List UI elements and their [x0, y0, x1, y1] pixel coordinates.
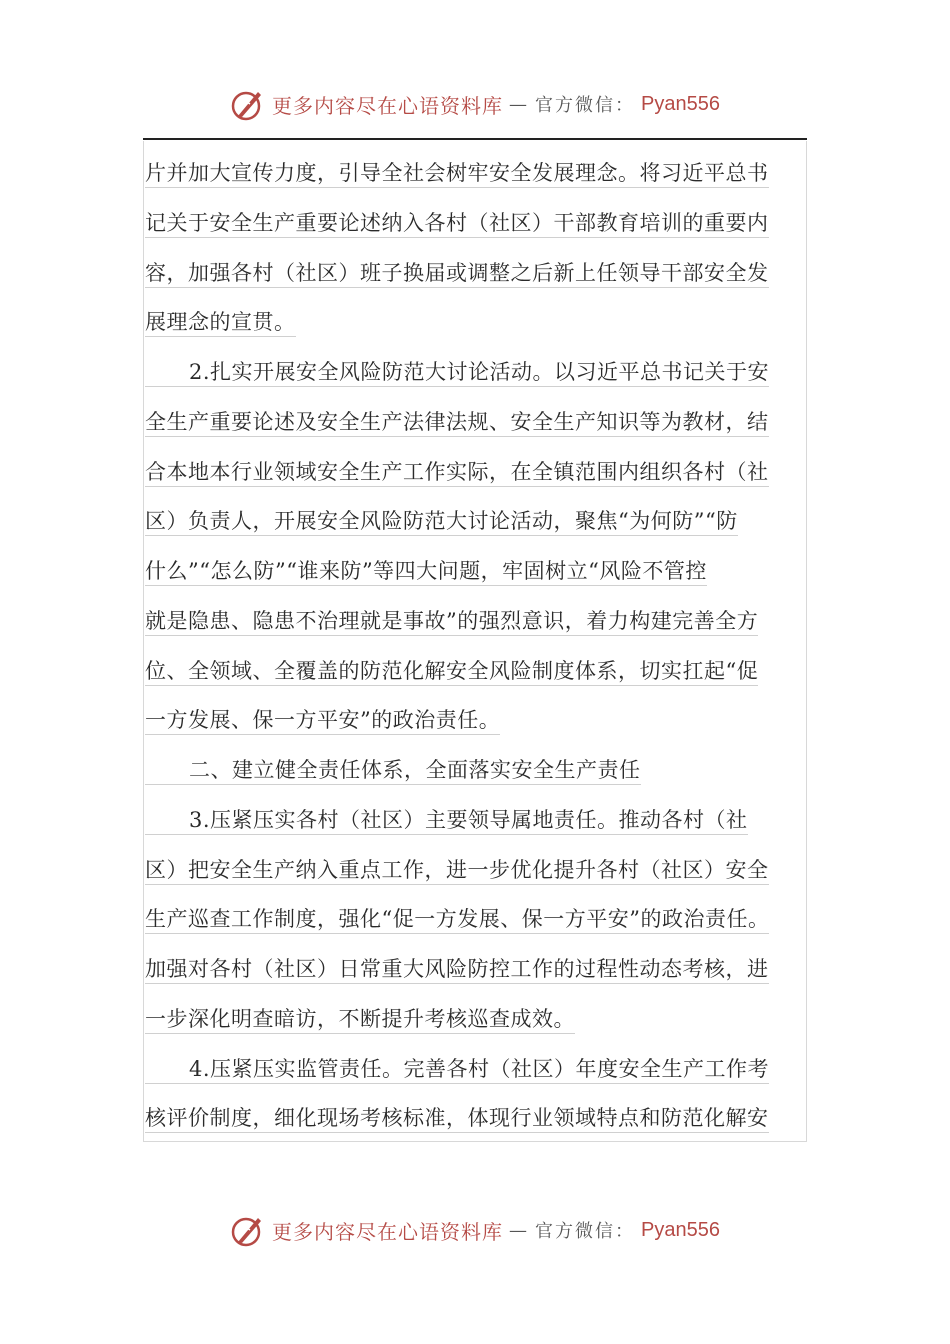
body-line: 展理念的宣贯。	[145, 309, 296, 337]
footer-official-label: 官方微信：	[535, 1221, 636, 1242]
header-wechat-id: Pyan556	[641, 92, 720, 115]
body-line: 容，加强各村（社区）班子换届或调整之后新上任领导干部安全发	[145, 260, 769, 288]
footer-wechat-id: Pyan556	[641, 1218, 720, 1241]
body-line: 一步深化明查暗访，不断提升考核巡查成效。	[145, 1006, 575, 1034]
body-line: 位、全领域、全覆盖的防范化解安全风险制度体系，切实扛起“促	[145, 658, 758, 686]
quill-logo-icon	[230, 1212, 266, 1248]
header-dash: —	[509, 93, 530, 115]
body-line: 核评价制度，细化现场考核标准，体现行业领域特点和防范化解安	[145, 1105, 769, 1133]
footer-banner	[0, 1208, 950, 1252]
body-line: 3.压紧压实各村（社区）主要领导属地责任。推动各村（社	[145, 807, 748, 835]
body-line: 加强对各村（社区）日常重大风险防控工作的过程性动态考核，进	[145, 956, 769, 984]
header-banner	[0, 82, 950, 126]
body-line: 片并加大宣传力度，引导全社会树牢安全发展理念。将习近平总书	[145, 160, 769, 188]
footer-dash: —	[509, 1219, 530, 1241]
quill-logo-icon	[230, 86, 266, 122]
footer-brand: 更多内容尽在心语资料库	[272, 1219, 504, 1244]
body-line: 记关于安全生产重要论述纳入各村（社区）干部教育培训的重要内	[145, 210, 769, 238]
header-brand: 更多内容尽在心语资料库	[272, 93, 504, 118]
body-line: 就是隐患、隐患不治理就是事故”的强烈意识，着力构建完善全方	[145, 608, 758, 636]
body-line: 什么”“怎么防”“谁来防”等四大问题，牢固树立“风险不管控	[145, 558, 707, 586]
body-line: 生产巡查工作制度，强化“促一方发展、保一方平安”的政治责任。	[145, 906, 769, 934]
body-line: 区）把安全生产纳入重点工作，进一步优化提升各村（社区）安全	[145, 857, 769, 885]
body-line: 2.扎实开展安全风险防范大讨论活动。以习近平总书记关于安	[145, 359, 769, 387]
header-official-label: 官方微信：	[535, 95, 636, 116]
body-line: 区）负责人，开展安全风险防范大讨论活动，聚焦“为何防”“防	[145, 508, 738, 536]
section-heading: 二、建立健全责任体系，全面落实安全生产责任	[145, 757, 641, 785]
page-frame	[143, 141, 807, 1142]
body-line: 4.压紧压实监管责任。完善各村（社区）年度安全生产工作考	[145, 1056, 769, 1084]
body-line: 合本地本行业领域安全生产工作实际，在全镇范围内组织各村（社	[145, 459, 769, 487]
header-divider	[143, 138, 807, 140]
body-line: 全生产重要论述及安全生产法律法规、安全生产知识等为教材，结	[145, 409, 769, 437]
body-line: 一方发展、保一方平安”的政治责任。	[145, 707, 500, 735]
